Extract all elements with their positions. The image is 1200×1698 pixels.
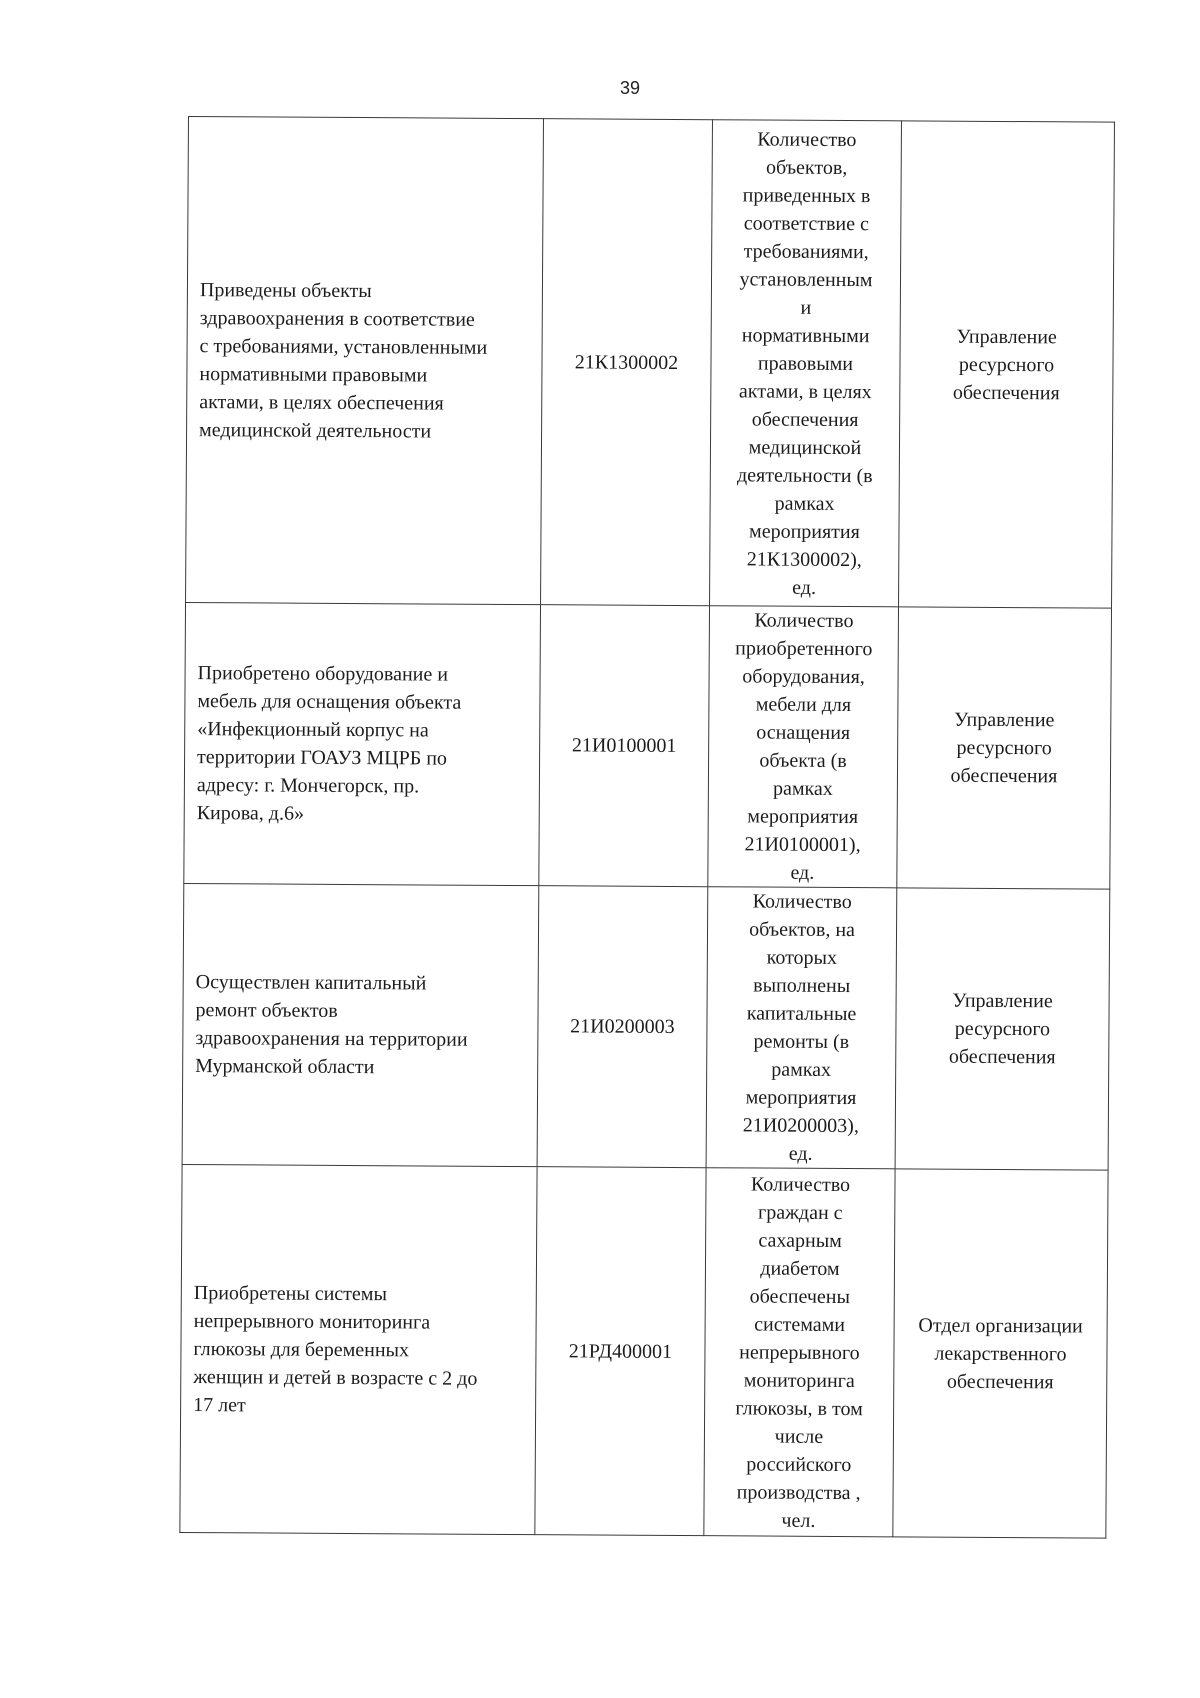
- code-cell: [539, 605, 710, 887]
- code-cell: [537, 886, 708, 1168]
- indicator-text: Количество объектов, на которых выполнены капитальные ремонты (в рамках мероприятия 21И0200003), ед.: [742, 890, 859, 1165]
- responsible-cell: [895, 888, 1110, 1170]
- table-row: [182, 883, 1110, 1170]
- result-cell: [180, 1164, 537, 1534]
- responsible-text: Управление ресурсного обеспечения: [950, 708, 1058, 788]
- indicator-text: Количество приобретенного оборудования, мебели для оснащения объекта (в рамках мероприятия 21И0100001), ед.: [735, 609, 873, 884]
- result-cell: [182, 883, 539, 1166]
- indicator-cell: [706, 887, 897, 1169]
- table-row: [186, 117, 1115, 609]
- responsible-cell: [893, 1169, 1108, 1538]
- indicator-text: Количество граждан с сахарным диабетом обеспечены системами непрерывного мониторинга глюкозы, в том числе российского производства , чел.: [735, 1172, 863, 1532]
- indicator-cell: [708, 606, 899, 888]
- responsible-text: Отдел организации лекарственного обеспечения: [918, 1313, 1083, 1393]
- indicator-cell: [710, 120, 902, 607]
- result-text: Приобретено оборудование и мебель для оснащения объекта «Инфекционный корпус на территории ГОАУЗ МЦРБ по адресу: г. Мончегорск, пр. Кирова, д.6»: [196, 662, 462, 825]
- result-text: Приведены объекты здравоохранения в соответствие с требованиями, установленными нормативными правовыми актами, в целях обеспечения медицинской деятельности: [199, 278, 488, 442]
- table-row: [184, 602, 1112, 889]
- indicator-cell: [704, 1168, 895, 1537]
- responsible-cell: [899, 121, 1115, 608]
- table-row: [180, 1164, 1108, 1538]
- code-text: 21К1300002: [574, 350, 679, 374]
- page-number: 39: [619, 78, 641, 98]
- result-text: Приобретены системы непрерывного мониторинга глюкозы для беременных женщин и детей в возрасте с 2 до 17 лет: [193, 1281, 478, 1416]
- code-cell: [541, 119, 713, 606]
- responsible-text: Управление ресурсного обеспечения: [948, 989, 1056, 1069]
- indicator-text: Количество объектов, приведенных в соответствие с требованиями, установленным и нормативными правовыми актами, в целях обеспечения медицинской деятельности (в рамках мероприятия 21К1300002), ед.: [736, 127, 873, 599]
- responsible-cell: [897, 607, 1112, 889]
- code-text: 21И0200003: [570, 1015, 675, 1038]
- code-text: 21РД400001: [568, 1339, 673, 1363]
- results-table: [179, 116, 1115, 1539]
- result-cell: [186, 117, 544, 605]
- result-text: Осуществлен капитальный ремонт объектов здравоохранения на территории Мурманской области: [195, 971, 468, 1079]
- code-text: 21И0100001: [571, 734, 677, 757]
- code-cell: [535, 1167, 706, 1536]
- result-cell: [184, 602, 541, 885]
- responsible-text: Управление ресурсного обеспечения: [952, 325, 1060, 404]
